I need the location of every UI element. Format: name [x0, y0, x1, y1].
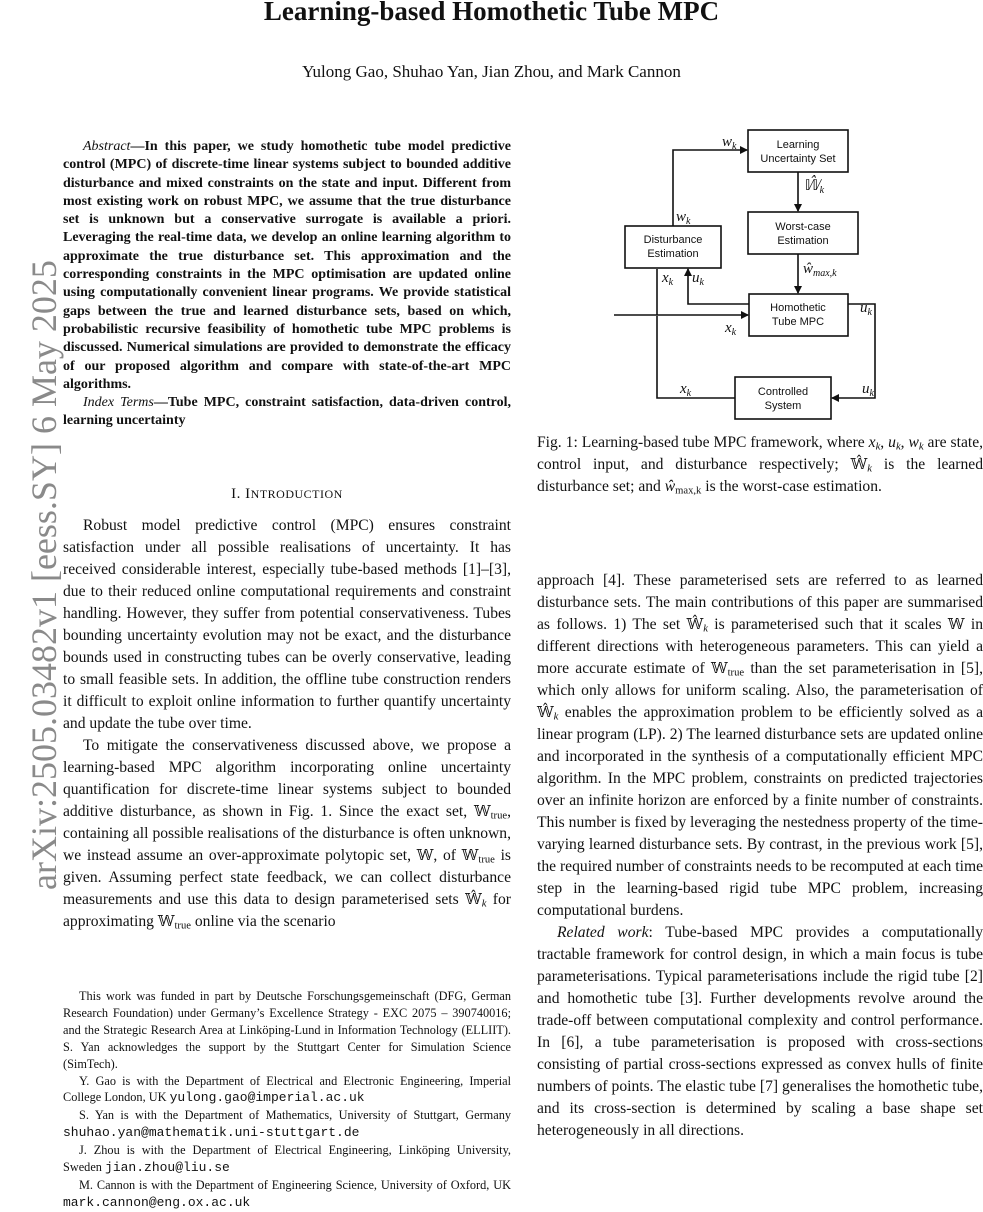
footnote-yan: [63, 1107, 511, 1142]
text-span: Y. Gao is with the Department of Electrical and Electronic Engineering, Imperial College London, UK: [63, 1073, 511, 1105]
label-uk-mid: $u_k$: [692, 270, 704, 288]
section-first-letter: I: [245, 486, 251, 502]
math-subscript: true: [478, 854, 495, 866]
email-yan[interactable]: shuhao.yan@mathematik.uni-stuttgart.de: [63, 1125, 360, 1141]
index-terms-text: Tube MPC, constraint satisfaction, data-driven control, learning uncertainty: [63, 395, 511, 429]
label-what-k: $𝕎̂_k$: [803, 178, 825, 196]
figure-caption: [537, 432, 983, 498]
math-subscript: true: [174, 920, 191, 932]
math-symbol: 𝕎: [710, 660, 728, 677]
intro-paragraph-1: Robust model predictive control (MPC) ensures constraint satisfaction under all possible realisations of uncertainty. It has received considerable interest, especially tube-based methods [1]–[3], due to their reduced online computational requirements and constraint handling. However, they suffer from potential conservativeness. Tubes bounding uncertainty evolution may not be exact, and the disturbance bounds used in constructing tubes can be overly conservative, leading to small feasible sets. In addition, the offline tube construction renders it difficult to exploit online information to further quantify uncertainty and update the tube over time.: [63, 517, 511, 732]
text-span: M. Cannon is with the Department of Engineering Science, University of Oxford, UK: [79, 1177, 511, 1192]
box-sys-line1: Controlled: [757, 386, 809, 398]
caption-text: [537, 432, 983, 498]
math-symbol: w: [908, 434, 919, 451]
text-span: , containing all possible realisations of the disturbance is often unknown, we instead assume an over-approximate polytopic set,: [63, 803, 511, 864]
line-xk-feedback: [657, 316, 735, 398]
related-work-label: Related work: [557, 924, 649, 941]
box-dist-line2: Estimation: [647, 248, 699, 260]
email-zhou[interactable]: jian.zhou@liu.se: [105, 1160, 230, 1176]
section-rest: NTRODUCTION: [250, 487, 343, 501]
related-work-text: : Tube-based MPC provides a computationally tractable framework for control design, in which a main focus is tube parameterisations. Typical parameterisations include the rigid tube [2] and homothetic tube [3]. Further developments revolve around the trade-off between computational complexity and control performance. In [6], a tube parameterisation is proposed with cross-sections consisting of partial cross-sections expressed as convex hulls of finite numbers of points. The elastic tube [7] generalises the homothetic tube, and its cross-section is determined by scaling a base shape set heterogeneously in all directions.: [537, 924, 983, 1139]
box-dist-line1: Disturbance: [643, 234, 703, 246]
footnotes: [63, 988, 511, 1212]
math-symbol: x: [868, 434, 876, 451]
math-subscript: k: [875, 441, 881, 453]
framework-diagram: [600, 122, 900, 422]
math-subscript: k: [553, 711, 559, 723]
email-gao[interactable]: yulong.gao@imperial.ac.uk: [169, 1090, 365, 1106]
section-numeral: I.: [231, 486, 246, 502]
label-what-maxk: $ŵ_{max,k}$: [803, 261, 837, 279]
footnote-gao: [63, 1073, 511, 1108]
text-span: J. Zhou is with the Department of Electrical Engineering, Linköping University, Sweden: [63, 1143, 511, 1175]
math-symbol: 𝕎: [473, 803, 491, 820]
math-subscript: k: [481, 898, 487, 910]
index-terms-dash: —: [153, 395, 168, 411]
label-xk-homo: $x_k$: [725, 320, 737, 338]
math-subscript: true: [727, 667, 745, 679]
label-xk-bottom: $x_k$: [680, 381, 692, 399]
math-symbol: 𝕎̂: [465, 891, 482, 908]
label-wk-top: $w_k$: [722, 134, 737, 152]
abstract-label: Abstract: [83, 139, 131, 154]
introduction-text: [63, 515, 511, 933]
math-symbol: 𝕎: [461, 847, 479, 864]
text-span: enables the approximation problem to be efficiently solved as a linear program (LP). 2) The learned disturbance sets are updated online and incorporated in the synthesis of a computationally efficient MPC algorithm. In the MPC problem, constraints on predicted trajectories over an infinite horizon are enforced by a finite number of constraints. This number is fixed by leveraging the nestedness property of the time-varying learned disturbance sets. By contrast, in the previous work [5], the required number of constraints needs to be recomputed at each time step in the learning-based rigid tube MPC problem, increasing computational burdens.: [537, 704, 983, 919]
footnote-funding: This work was funded in part by Deutsche Forschungsgemeinschaft (DFG, German Research Foundation) under Germany’s Excellence Strategy - EXC 2075 – 390740016; and the Strategic Research Area at Linköping-Lund in Information Technology (ELLIIT). S. Yan acknowledges the support by the Stuttgart Center for Simulation Science (SimTech).: [63, 989, 511, 1071]
abstract-text: In this paper, we study homothetic tube model predictive control (MPC) of discrete-time linear systems subject to bounded additive disturbance and mixed constraints on the state and input. Different from most existing work on robust MPC, we assume that the true disturbance set is unknown but a conservative surrogate is available a priori. Leveraging the real-time data, we develop an online learning algorithm to approximate the true disturbance set. This approximation and the corresponding constraints in the MPC optimisation are updated online using computationally convenient linear programs. We provide statistical gaps between the true and learned disturbance sets, based on which, probabilistic recursive feasibility of homothetic tube MPC problems is discussed. Numerical simulations are provided to demonstrate the efficacy of our proposed algorithm and compare with state-of-the-art MPC algorithms.: [63, 139, 511, 392]
math-subscript: k: [918, 441, 924, 453]
box-homo-line2: Tube MPC: [771, 316, 825, 328]
text-span: To mitigate the conservativeness discussed above, we propose a learning-based MPC algorithm incorporating online uncertainty quantification for discrete-time linear systems subject to bounded additive disturbance, as shown in Fig. 1. Since the exact set,: [63, 737, 511, 820]
text-span: S. Yan is with the Department of Mathematics, University of Stuttgart, Germany: [79, 1108, 511, 1123]
label-uk-bottom: $u_k$: [862, 381, 874, 399]
text-span: is given. Assuming perfect state feedback, we can collect disturbance measurements and use this data to design parameterised sets: [63, 847, 511, 908]
box-controlled-system: [735, 377, 831, 419]
math-symbol: 𝕎: [157, 913, 175, 930]
text-span: for approximating: [63, 891, 511, 930]
abstract-dash: —: [130, 139, 145, 154]
math-symbol: 𝕎̂: [537, 704, 554, 721]
text-span: is the learned disturbance set; and: [537, 456, 983, 495]
text-span: approach [4]. These parameterised sets are referred to as learned disturbance sets. The main contributions of this paper are summarised as follows. 1) The set: [537, 572, 983, 633]
math-symbol: 𝕎: [947, 616, 965, 633]
box-sys-line2: System: [764, 400, 802, 412]
text-span: in different directions with heterogeneous parameters. This can yield a more accurate estimate of: [537, 616, 983, 677]
intro-paragraph-2: [63, 735, 511, 933]
index-terms: [63, 394, 511, 431]
box-homo-line1: Homothetic: [770, 302, 826, 314]
section-heading-introduction: [63, 486, 511, 503]
email-cannon[interactable]: mark.cannon@eng.ox.ac.uk: [63, 1194, 251, 1210]
math-subscript: k: [867, 463, 872, 475]
text-span: than the set parameterisation in [5], which only allows for uniform scaling. Also, the parameterisation of: [537, 660, 983, 699]
label-wk-left: $w_k$: [676, 209, 691, 227]
text-span: is the worst-case estimation.: [701, 478, 882, 495]
right-column-text: [537, 570, 983, 1142]
math-subscript: true: [490, 810, 508, 822]
related-work-paragraph: [537, 922, 983, 1142]
math-symbol: 𝕎̂: [850, 456, 868, 473]
box-learning-line2: Uncertainty Set: [760, 153, 836, 165]
label-xk-mid: $x_k$: [662, 270, 674, 288]
text-span: ,: [900, 434, 909, 451]
arxiv-identifier: arXiv:2505.03482v1 [eess.SY] 6 May 2025: [24, 260, 64, 890]
abstract-block: [63, 138, 511, 431]
author-list: Yulong Gao, Shuhao Yan, Jian Zhou, and Mark Cannon: [302, 62, 681, 81]
math-symbol: ŵ: [664, 478, 676, 495]
footnote-zhou: [63, 1142, 511, 1177]
text-span: Fig. 1: Learning-based tube MPC framework, where: [537, 434, 869, 451]
contributions-paragraph: [537, 570, 983, 922]
arxiv-stamp: [0, 240, 64, 910]
text-span: is parameterised such that it scales: [707, 616, 948, 633]
box-learning-line1: Learning: [776, 139, 820, 151]
index-terms-label: Index Terms: [83, 395, 154, 411]
math-symbol: 𝕎: [416, 847, 434, 864]
box-worst-line2: Estimation: [777, 235, 829, 247]
text-span: are state, control input, and disturbance respectively;: [537, 434, 983, 473]
text-span: ,: [880, 434, 889, 451]
footnote-cannon: [63, 1177, 511, 1212]
math-subscript: max,k: [675, 485, 702, 497]
box-worst-case-estimation: [748, 212, 858, 254]
abstract-paragraph: [63, 138, 511, 394]
box-worst-line1: Worst-case: [775, 221, 831, 233]
math-symbol: u: [888, 434, 896, 451]
box-homothetic-tube-mpc: [749, 294, 848, 336]
label-uk-right: $u_k$: [860, 300, 872, 318]
text-span: online via the scenario: [190, 913, 336, 930]
paper-title: Learning-based Homothetic Tube MPC: [263, 0, 720, 26]
math-subscript: k: [703, 623, 708, 635]
text-span: , of: [433, 847, 462, 864]
box-disturbance-estimation: [625, 226, 721, 268]
box-learning-uncertainty-set: [748, 130, 848, 172]
math-symbol: 𝕎̂: [686, 616, 704, 633]
math-subscript: k: [895, 441, 901, 453]
